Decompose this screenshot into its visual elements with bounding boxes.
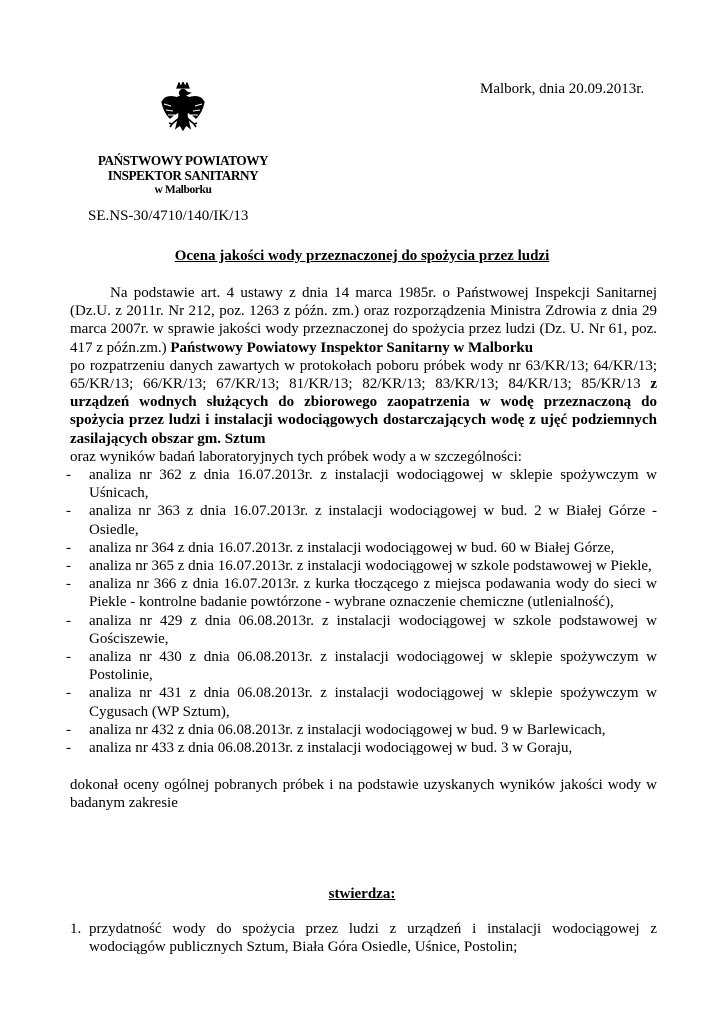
analysis-text: analiza nr 365 z dnia 16.07.2013r. z instalacji wodociągowej w szkole podstawowej w Piekle, [89, 558, 652, 575]
dash-bullet: - [66, 467, 71, 484]
dash-bullet: - [66, 685, 71, 702]
analysis-text: analiza nr 429 z dnia 06.08.2013r. z instalacji wodociągowej w szkole podstawowej w Gościszewie, [89, 612, 657, 647]
verdict-heading: stwierdza: [328, 886, 396, 902]
dash-bullet: - [66, 721, 71, 738]
issuer-line-1: PAŃSTWOWY POWIATOWY [97, 153, 269, 168]
place-and-date: Malbork, dnia 20.09.2013r. [480, 81, 645, 97]
analysis-text: analiza nr 362 z dnia 16.07.2013r. z instalacji wodociągowej w sklepie spożywczym w Uśnicach, [89, 467, 657, 502]
inspector-name: Państwowy Powiatowy Inspektor Sanitarny w Malborku [170, 339, 534, 356]
issuer-line-2: INSPEKTOR SANITARNY [107, 168, 259, 183]
list-item [66, 502, 657, 538]
issuer-line-3: w Malborku [154, 184, 212, 196]
list-item [66, 612, 657, 648]
finding-number: 1. [70, 921, 82, 937]
polish-eagle-emblem-icon [160, 82, 206, 140]
legal-basis-paragraph [70, 284, 657, 357]
analysis-text: analiza nr 433 z dnia 06.08.2013r. z instalacji wodociągowej w bud. 3 w Goraju, [89, 740, 573, 757]
finding-text: przydatność wody do spożycia przez ludzi z urządzeń i instalacji wodociągowej z wodociągów publicznych Sztum, Biała Góra Osiedle, Uśnice, Postolin; [89, 921, 657, 956]
analysis-text: analiza nr 431 z dnia 06.08.2013r. z instalacji wodociągowej w sklepie spożywczym w Cygusach (WP Sztum), [89, 685, 657, 720]
water-source-scope: z urządzeń wodnych służących do zbiorowego zaopatrzenia w wodę przeznaczoną do spożycia przez ludzi i instalacji wodociągowych dostarczających wodę z ujęć podziemnych zasilających obszar gm. Sztum [70, 376, 657, 447]
analysis-text: analiza nr 363 z dnia 16.07.2013r. z instalacji wodociągowej w bud. 2 w Białej Górze - Osiedle, [89, 503, 657, 538]
dash-bullet: - [66, 539, 71, 556]
analysis-text: analiza nr 432 z dnia 06.08.2013r. z instalacji wodociągowej w bud. 9 w Barlewicach, [89, 721, 606, 738]
dash-bullet: - [66, 649, 71, 666]
protocols-paragraph [70, 357, 657, 448]
list-item [66, 648, 657, 684]
lab-results-intro: oraz wyników badań laboratoryjnych tych próbek wody a w szczególności: [70, 448, 522, 465]
legal-basis-text: Na podstawie art. 4 ustawy z dnia 14 marca 1985r. o Państwowej Inspekcji Sanitarnej (Dz.U. z 2011r. Nr 212, poz. 1263 z późn. zm.) oraz rozporządzenia Ministra Zdrowia z dnia 29 marca 2007r. w sprawie jakości wody przeznaczonej do spożycia przez ludzi (Dz. U. Nr 61, poz. 417 z późn.zm.) [70, 285, 657, 356]
dash-bullet: - [66, 740, 71, 757]
analysis-text: analiza nr 364 z dnia 16.07.2013r. z instalacji wodociągowej w bud. 60 w Białej Górze, [89, 539, 615, 556]
reference-number: SE.NS-30/4710/140/IK/13 [88, 208, 249, 224]
dash-bullet: - [66, 558, 71, 575]
assessment-paragraph: dokonał oceny ogólnej pobranych próbek i na podstawie uzyskanych wyników jakości wody w badanym zakresie [70, 777, 657, 812]
dash-bullet: - [66, 503, 71, 520]
protocols-text: po rozpatrzeniu danych zawartych w protokołach poboru próbek wody nr 63/KR/13; 64/KR/13; 65/KR/13; 66/KR/13; 67/KR/13; 81/KR/13; 82/KR/13; 83/KR/13; 84/KR/13; 85/KR/13 [70, 357, 657, 393]
finding-item [70, 920, 657, 956]
list-item [66, 739, 657, 757]
list-item [66, 557, 657, 575]
analysis-text: analiza nr 366 z dnia 16.07.2013r. z kurka tłoczącego z miejsca podawania wody do sieci w Piekle - kontrolne badanie powtórzone - wybrane oznaczenie chemiczne (utlenialność), [89, 576, 657, 611]
dash-bullet: - [66, 612, 71, 629]
dash-bullet: - [66, 576, 71, 593]
analysis-text: analiza nr 430 z dnia 06.08.2013r. z instalacji wodociągowej w sklepie spożywczym w Postolinie, [89, 649, 657, 684]
document-title: Ocena jakości wody przeznaczonej do spożycia przez ludzi [174, 248, 550, 264]
list-item [66, 575, 657, 611]
issuer-header [88, 153, 278, 198]
analysis-list [66, 466, 657, 757]
document-body [66, 284, 657, 813]
list-item [66, 721, 657, 739]
findings-list [70, 920, 657, 956]
list-item [66, 539, 657, 557]
list-item [66, 466, 657, 502]
list-item [66, 684, 657, 720]
